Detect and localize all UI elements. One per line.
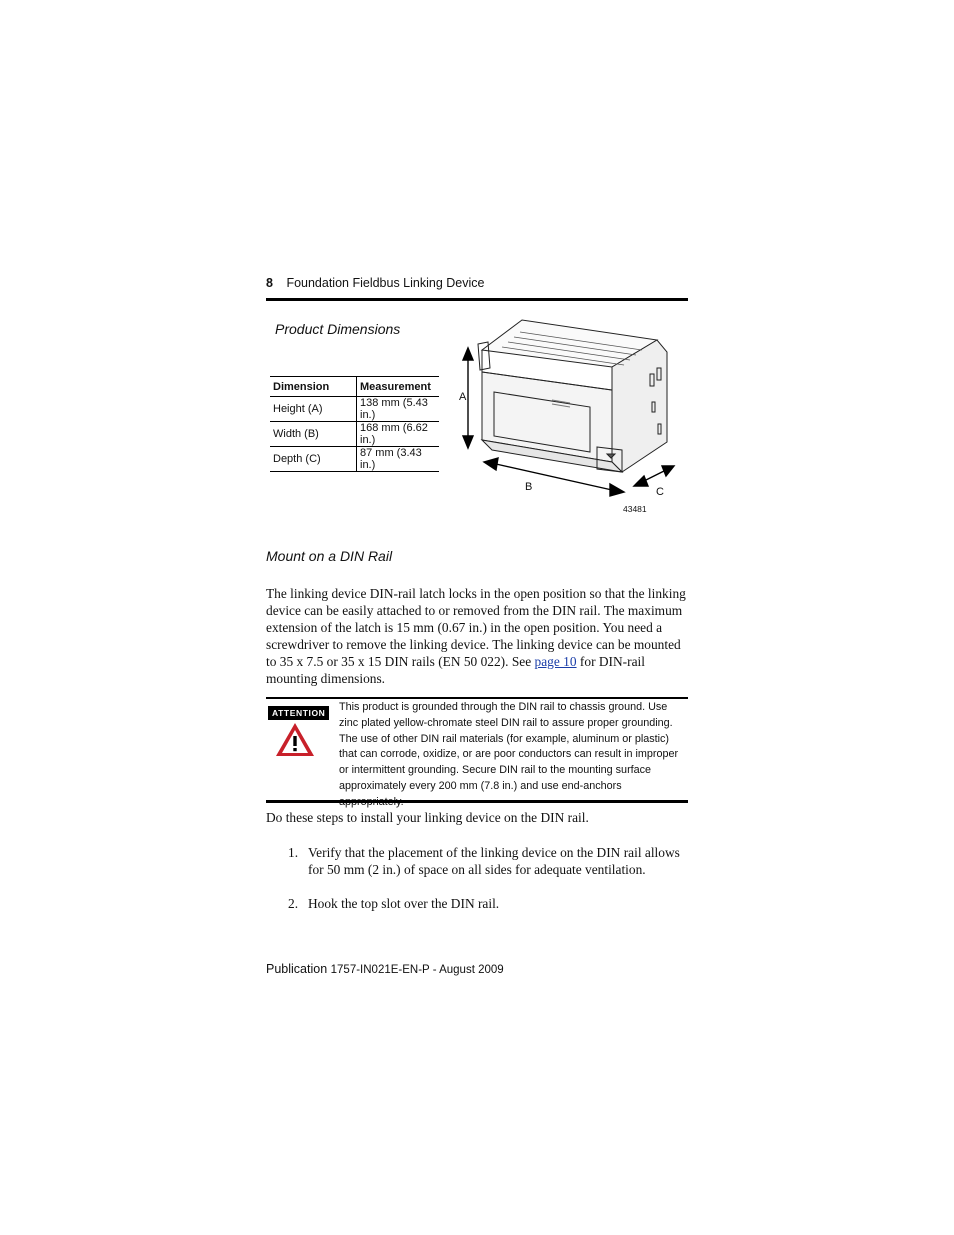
figure-number: 43481 bbox=[623, 504, 647, 514]
table-cell: 138 mm (5.43 in.) bbox=[357, 397, 440, 422]
list-item bbox=[288, 844, 688, 878]
dimensions-table bbox=[270, 376, 439, 472]
table-row bbox=[270, 422, 439, 447]
warning-triangle-icon bbox=[275, 722, 315, 757]
step-text: Hook the top slot over the DIN rail. bbox=[308, 896, 500, 911]
list-item bbox=[288, 895, 688, 912]
page-footer bbox=[266, 962, 504, 976]
dimension-label-a: A bbox=[459, 391, 467, 403]
table-cell: Depth (C) bbox=[270, 447, 357, 472]
table-row bbox=[270, 397, 439, 422]
mount-din-rail-heading: Mount on a DIN Rail bbox=[266, 548, 393, 564]
running-title: Foundation Fieldbus Linking Device bbox=[286, 276, 485, 290]
table-cell: 87 mm (3.43 in.) bbox=[357, 447, 440, 472]
step-number: 2. bbox=[288, 896, 299, 911]
product-dimensions-heading: Product Dimensions bbox=[275, 321, 401, 337]
attention-bottom-rule bbox=[266, 800, 688, 803]
table-header-row bbox=[270, 377, 439, 397]
attention-label: ATTENTION bbox=[268, 706, 329, 720]
footer-label: Publication bbox=[266, 962, 328, 976]
dimension-label-b: B bbox=[525, 481, 533, 493]
paragraph-text-after-link: for DIN-rail mounting dimensions. bbox=[266, 654, 645, 686]
steps-intro: Do these steps to install your linking device on the DIN rail. bbox=[266, 810, 589, 825]
step-number: 1. bbox=[288, 845, 299, 860]
device-dimensions-figure bbox=[452, 312, 682, 522]
table-cell: 168 mm (6.62 in.) bbox=[357, 422, 440, 447]
attention-top-rule bbox=[266, 697, 688, 699]
dimension-label-c: C bbox=[656, 486, 664, 498]
header-rule bbox=[266, 298, 688, 301]
din-rail-paragraph bbox=[266, 585, 688, 687]
column-header-dimension: Dimension bbox=[270, 377, 357, 397]
page-10-link[interactable]: page 10 bbox=[534, 654, 577, 669]
table-cell: Width (B) bbox=[270, 422, 357, 447]
page-header bbox=[266, 276, 688, 290]
paragraph-text-before-link: The linking device DIN-rail latch locks in the open position so that the linking device can be easily attached to or removed from the DIN rail. The maximum extension of the latch is 15 mm (0.67 in.) in the open position. You need a screwdriver to remove the linking device. The linking device can be mounted to 35 x 7.5 or 35 x 15 DIN rails (EN 50 022). See bbox=[266, 586, 686, 669]
step-text: Verify that the placement of the linking device on the DIN rail allows for 50 mm (2 in.) of space on all sides for adequate ventilation. bbox=[308, 845, 680, 877]
table-row bbox=[270, 447, 439, 472]
publication-number: 1757-IN021E-EN-P - August 2009 bbox=[330, 964, 504, 976]
column-header-measurement: Measurement bbox=[357, 377, 440, 397]
page-number: 8 bbox=[266, 276, 273, 290]
table-cell: Height (A) bbox=[270, 397, 357, 422]
attention-text: This product is grounded through the DIN rail to chassis ground. Use zinc plated yellow-chromate steel DIN rail to assure proper grounding. The use of other DIN rail materials (for example, aluminum or plastic) that can corrode, oxidize, or are poor conductors can result in improper or intermittent grounding. Secure DIN rail to the mounting surface approximately every 200 mm (7.8 in.) and use end-anchors bbox=[339, 701, 679, 792]
